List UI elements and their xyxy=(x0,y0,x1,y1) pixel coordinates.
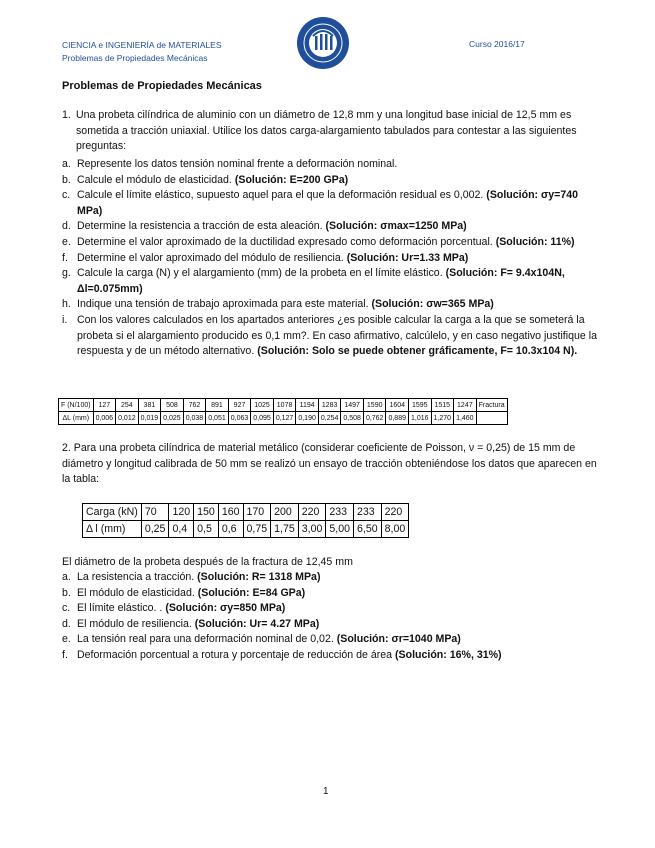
list-item xyxy=(62,632,597,648)
table-cell: ΔL (mm) xyxy=(59,412,94,425)
list-item xyxy=(62,235,597,251)
table-cell: 0,127 xyxy=(273,412,296,425)
item-text: La resistencia a tracción. xyxy=(77,571,195,583)
table-cell: 0,190 xyxy=(296,412,319,425)
list-item xyxy=(62,601,597,617)
table-cell: 254 xyxy=(116,399,139,412)
problem-1-text: Una probeta cilíndrica de aluminio con un diámetro de 12,8 mm y una longitud base inicial de 12,5 mm es sometida a tracción uniaxial. Utilice los datos carga-alargamiento tabulados para contestar a las siguientes preguntas: xyxy=(76,109,577,153)
item-solution: (Solución: 11%) xyxy=(495,235,575,248)
list-item xyxy=(62,251,597,267)
problem-2-number: 2. xyxy=(62,442,71,454)
table-cell: 1,75 xyxy=(271,521,299,538)
table-cell: 0,25 xyxy=(141,521,169,538)
table-row xyxy=(59,412,508,425)
table-cell: Carga (kN) xyxy=(83,504,142,521)
list-item xyxy=(62,297,597,313)
item-solution: (Solución: R= 1318 MPa) xyxy=(197,571,321,583)
problem-1-statement xyxy=(62,108,597,155)
list-item xyxy=(62,586,597,602)
list-item xyxy=(62,266,597,297)
table-cell: 0,4 xyxy=(169,521,194,538)
table-cell: 1078 xyxy=(273,399,296,412)
table-cell: 0,75 xyxy=(243,521,271,538)
table-cell: 220 xyxy=(381,504,409,521)
problem-2-items xyxy=(62,570,597,664)
table-cell: 160 xyxy=(218,504,243,521)
table-cell: 0,095 xyxy=(251,412,274,425)
item-text: El límite elástico. . xyxy=(77,602,163,615)
item-solution: (Solución: σy=850 MPa) xyxy=(165,602,286,615)
item-text: Represente los datos tensión nominal frente a deformación nominal. xyxy=(77,158,398,170)
item-letter: c. xyxy=(62,189,71,202)
table-cell: 1194 xyxy=(296,399,319,412)
problem-2-data-table xyxy=(82,503,409,538)
table-cell: 0,063 xyxy=(228,412,251,425)
table-cell: Fractura xyxy=(476,399,507,412)
header-course-name: CIENCIA e INGENIERÍA de MATERIALES xyxy=(62,40,222,50)
item-text: Deformación porcentual a rotura y porcentaje de reducción de área xyxy=(77,648,393,661)
header-subtitle: Problemas de Propiedades Mecánicas xyxy=(62,53,208,63)
problem-2-text: Para una probeta cilíndrica de material metálico (considerar coeficiente de Poisson, ν = 0,25) de 15 mm de diámetro y longitud calibrada de 50 mm se realizó un ensayo de tracción obteniéndose los datos que aparecen en la tabla: xyxy=(62,442,597,486)
list-item xyxy=(62,173,597,189)
table-row xyxy=(59,399,508,412)
list-item xyxy=(62,219,597,235)
table-cell: 1,270 xyxy=(431,412,454,425)
table-cell: 0,254 xyxy=(318,412,341,425)
item-letter: h. xyxy=(62,298,71,311)
table-cell: 233 xyxy=(326,504,354,521)
list-item xyxy=(62,188,597,219)
list-item xyxy=(62,570,597,586)
header-year: Curso 2016/17 xyxy=(469,39,525,49)
table-cell: 1247 xyxy=(454,399,477,412)
item-letter: a. xyxy=(62,158,71,170)
table-cell: 891 xyxy=(206,399,229,412)
table-cell: 1590 xyxy=(363,399,386,412)
table-cell: 0,508 xyxy=(341,412,364,425)
table-cell: 6,50 xyxy=(354,521,382,538)
table-cell: 0,012 xyxy=(116,412,139,425)
table-cell: 120 xyxy=(169,504,194,521)
item-solution: (Solución: E=200 GPa) xyxy=(234,173,349,186)
table-cell: 1,460 xyxy=(454,412,477,425)
item-solution: (Solución: Ur=1.33 MPa) xyxy=(346,251,469,264)
item-letter: f. xyxy=(62,648,68,661)
item-text: Determine el valor aproximado de la ductilidad expresado como deformación porcentual. xyxy=(77,235,493,248)
item-solution: (Solución: Solo se puede obtener gráficamente, F= 10.3x104 N). xyxy=(257,345,578,358)
table-cell: 0,762 xyxy=(363,412,386,425)
list-item xyxy=(62,617,597,633)
problem-1-data-table xyxy=(58,398,508,425)
problem-2-statement xyxy=(62,441,602,488)
item-letter: b. xyxy=(62,586,71,599)
item-letter: a. xyxy=(62,571,71,583)
item-text: Calcule la carga (N) y el alargamiento (mm) de la probeta en el límite elástico. xyxy=(77,267,443,280)
table-cell: 150 xyxy=(194,504,219,521)
item-text: Calcule el límite elástico, supuesto aquel para el que la deformación residual es 0,002. xyxy=(77,189,484,202)
item-text: Calcule el módulo de elasticidad. xyxy=(77,173,232,186)
item-text: El módulo de resiliencia. xyxy=(77,617,192,630)
table-cell: 1497 xyxy=(341,399,364,412)
table-cell: 0,006 xyxy=(93,412,116,425)
table-cell: 508 xyxy=(161,399,184,412)
table-cell xyxy=(476,412,507,425)
item-text: Determine el valor aproximado del módulo de resiliencia. xyxy=(77,251,344,264)
item-letter: i. xyxy=(62,313,68,326)
list-item xyxy=(62,648,597,664)
table-cell: 762 xyxy=(183,399,206,412)
page-number: 1 xyxy=(323,786,329,797)
item-solution: (Solución: σw=365 MPa) xyxy=(371,298,494,311)
item-text: Determine la resistencia a tracción de esta aleación. xyxy=(77,220,323,233)
item-text: Con los valores calculados en los apartados anteriores ¿es posible calcular la carga a la que se someterá la probeta si el alargamiento producido es 0,1 mm?. En caso afirmativo, calcúlelo, y en caso negativo justifique la respuesta y de un método alternativo. xyxy=(77,313,597,358)
table-cell: 1,016 xyxy=(409,412,432,425)
page-title: Problemas de Propiedades Mecánicas xyxy=(62,80,262,92)
item-solution: (Solución: E=84 GPa) xyxy=(197,586,306,599)
table-cell: 3,00 xyxy=(298,521,326,538)
table-row xyxy=(83,504,409,521)
table-cell: 0,051 xyxy=(206,412,229,425)
table-cell: 1604 xyxy=(386,399,409,412)
table-cell: 1025 xyxy=(251,399,274,412)
item-text: El módulo de elasticidad. xyxy=(77,586,195,599)
item-letter: d. xyxy=(62,220,71,233)
list-item xyxy=(62,313,597,360)
university-seal-logo xyxy=(296,16,350,70)
table-cell: 200 xyxy=(271,504,299,521)
item-solution: (Solución: F= 9.4x104N, Δl=0.075mm) xyxy=(77,267,565,295)
table-cell: Δ l (mm) xyxy=(83,521,142,538)
item-solution: (Solución: Ur= 4.27 MPa) xyxy=(194,617,320,630)
table-cell: 0,025 xyxy=(161,412,184,425)
item-letter: e. xyxy=(62,235,71,248)
table-cell: 0,038 xyxy=(183,412,206,425)
table-cell: 1283 xyxy=(318,399,341,412)
item-solution: (Solución: σmax=1250 MPa) xyxy=(325,220,467,233)
item-text: La tensión real para una deformación nominal de 0,02. xyxy=(77,633,334,646)
item-letter: c. xyxy=(62,602,71,615)
table-row xyxy=(83,521,409,538)
item-solution: (Solución: σr=1040 MPa) xyxy=(336,633,461,646)
table-cell: 5,00 xyxy=(326,521,354,538)
table-cell: 927 xyxy=(228,399,251,412)
problem-1-number: 1. xyxy=(62,109,71,121)
table-cell: 381 xyxy=(138,399,161,412)
table-cell: 1595 xyxy=(409,399,432,412)
table-cell: 220 xyxy=(298,504,326,521)
item-solution: (Solución: σy=740 MPa) xyxy=(77,189,579,217)
item-solution: (Solución: 16%, 31%) xyxy=(395,648,502,661)
table-cell: F (N/100) xyxy=(59,399,94,412)
table-cell: 0,019 xyxy=(138,412,161,425)
table-cell: 1515 xyxy=(431,399,454,412)
problem-1-items xyxy=(62,157,597,360)
list-item xyxy=(62,157,597,173)
item-letter: g. xyxy=(62,267,71,280)
item-letter: f. xyxy=(62,251,68,264)
table-cell: 127 xyxy=(93,399,116,412)
table-cell: 0,889 xyxy=(386,412,409,425)
item-letter: b. xyxy=(62,173,71,186)
table-cell: 70 xyxy=(141,504,169,521)
header-left xyxy=(62,39,222,65)
table-cell: 0,5 xyxy=(194,521,219,538)
table-cell: 8,00 xyxy=(381,521,409,538)
item-text: Indique una tensión de trabajo aproximada para este material. xyxy=(77,298,369,311)
table-cell: 170 xyxy=(243,504,271,521)
table-cell: 233 xyxy=(354,504,382,521)
item-letter: e. xyxy=(62,633,71,646)
problem-2-intro: El diámetro de la probeta después de la fractura de 12,45 mm xyxy=(62,556,353,568)
table-cell: 0,6 xyxy=(218,521,243,538)
item-letter: d. xyxy=(62,617,71,630)
